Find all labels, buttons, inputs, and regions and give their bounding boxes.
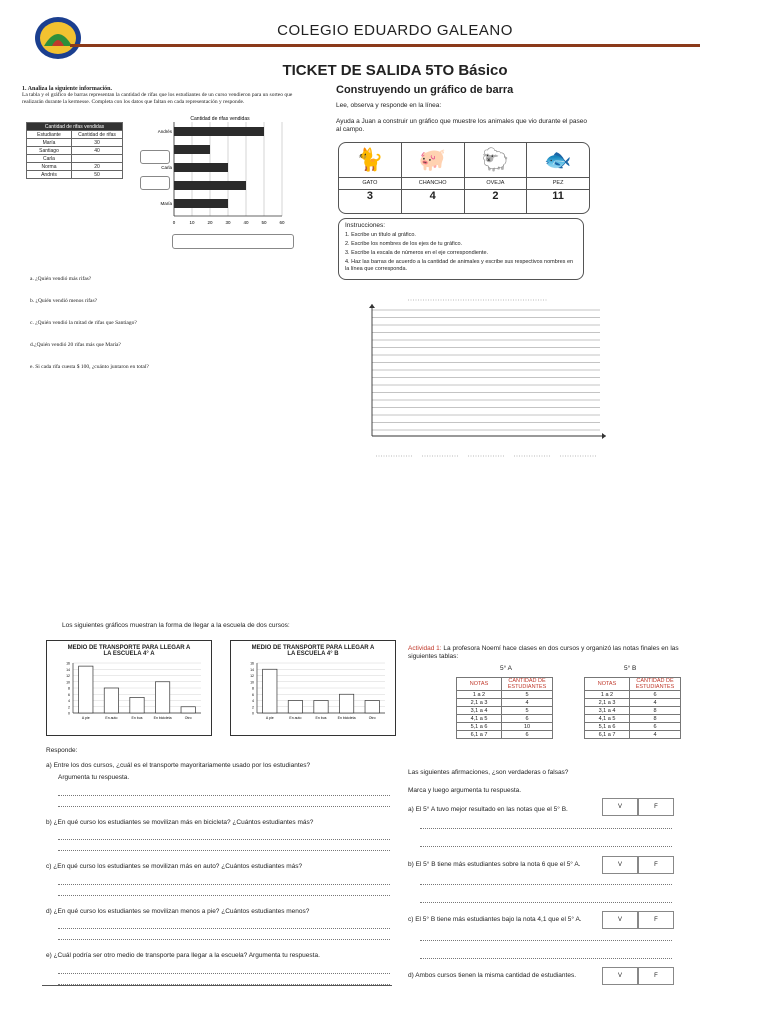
animal-name: OVEJA	[465, 177, 527, 187]
animal-name: PEZ	[527, 177, 589, 187]
true-option[interactable]: V	[602, 856, 638, 874]
animal-cell	[402, 143, 465, 213]
false-option[interactable]: F	[638, 856, 674, 874]
answer-line[interactable]	[420, 828, 672, 829]
bar	[181, 707, 195, 713]
answer-line[interactable]	[58, 839, 390, 840]
question: a. ¿Quién vendió más rifas?	[30, 276, 92, 282]
barra-title: Construyendo un gráfico de barra	[336, 84, 514, 96]
statement: a) El 5° A tuvo mejor resultado en las notas que el 5° B.	[408, 806, 568, 813]
animal-panel	[338, 142, 590, 214]
false-option[interactable]: F	[638, 967, 674, 985]
table-row: 2,1 a 3 4	[585, 699, 681, 707]
table-row: María 30	[27, 139, 123, 147]
category-label: Carla	[161, 165, 172, 170]
table-row: 2,1 a 3 4	[457, 699, 553, 707]
bar	[174, 199, 228, 208]
course-b-label: 5° B	[624, 665, 637, 672]
course-a-label: 5° A	[500, 665, 512, 672]
bar	[174, 163, 228, 172]
rifas-intro: La tabla y el gráfico de barras representan la cantidad de rifas que los estudiantes de un curso vendieron para un sorteo que realizarán durante la kermesse. Completa con los datos que faltan en cada representación y responde.	[22, 92, 293, 106]
true-option[interactable]: V	[602, 911, 638, 929]
chart-title: Cantidad de rifas vendidas	[190, 116, 250, 122]
rifas-heading: 1. Analiza la siguiente información.	[22, 86, 112, 92]
category-label: En bus	[131, 716, 143, 720]
tick-label: 10	[66, 680, 70, 685]
rifas-questions	[30, 276, 149, 386]
arrow-up-icon	[369, 304, 375, 308]
question: e. Si cada rifa cuesta $ 100, ¿cuánto juntaron en total?	[30, 364, 149, 370]
header-rule	[70, 44, 700, 47]
table-row: 1 a 2 5	[457, 691, 553, 699]
rifas-bar-chart	[150, 112, 290, 236]
answer-line[interactable]	[58, 895, 390, 896]
statement: d) Ambos cursos tienen la misma cantidad de estudiantes.	[408, 972, 577, 979]
animal-name: GATO	[339, 177, 401, 187]
animal-cell	[465, 143, 528, 213]
animal-count: 4	[402, 189, 464, 202]
answer-line[interactable]	[420, 884, 672, 885]
chart-b-title: MEDIO DE TRANSPORTE PARA LLEGAR A LA ESCUELA 4° B	[251, 645, 375, 657]
table-row: Santiago 40	[27, 147, 123, 155]
question: d) ¿En qué curso los estudiantes se movilizan menos a pie? ¿Cuántos estudiantes menos?	[46, 907, 310, 915]
animal-cell	[339, 143, 402, 213]
category-label: Otro	[184, 716, 192, 720]
barra-prompt: Ayuda a Juan a construir un gráfico que muestre los animales que vio durante el paseo al campo.	[336, 118, 588, 134]
animal-count: 11	[527, 189, 589, 202]
statement: b) El 5° B tiene más estudiantes sobre la nota 6 que el 5° A.	[408, 861, 581, 868]
vf-instruction: Marca y luego argumenta tu respuesta.	[408, 787, 522, 794]
responde-label: Responde:	[46, 747, 78, 754]
chart-a-title: MEDIO DE TRANSPORTE PARA LLEGAR A LA ESCUELA 4° A	[67, 645, 191, 657]
instruction: 1. Escribe un título al gráfico.	[345, 232, 416, 239]
animal-name: CHANCHO	[402, 177, 464, 187]
answer-line[interactable]	[58, 884, 390, 885]
bar	[365, 701, 379, 714]
animal-count: 3	[339, 189, 401, 202]
table-row: 6,1 a 7 6	[457, 731, 553, 739]
animal-cell	[527, 143, 589, 213]
tick-label: 50	[261, 220, 267, 225]
tick-label: 12	[250, 674, 254, 678]
tick-label: 8	[68, 686, 70, 691]
table-row: 3,1 a 4 8	[585, 707, 681, 715]
instruction: 3. Escribe la escala de números en el eje correspondiente.	[345, 250, 489, 257]
answer-line[interactable]	[58, 806, 390, 807]
transporte-intro: Los siguientes gráficos muestran la forma de llegar a la escuela de dos cursos:	[62, 622, 290, 629]
tick-label: 0	[252, 711, 254, 716]
bar	[314, 701, 328, 714]
bar	[79, 666, 93, 713]
false-option[interactable]: F	[638, 911, 674, 929]
answer-line[interactable]	[420, 846, 672, 847]
blank-graph-grid[interactable]	[348, 294, 612, 460]
actividad-body: La profesora Noemí hace clases en dos cursos y organizó las notas finales en las siguientes tablas:	[408, 645, 679, 661]
tick-label: 16	[250, 661, 254, 666]
table-row: Norma 20	[27, 163, 123, 171]
question: c) ¿En qué curso los estudiantes se movilizan más en auto? ¿Cuántos estudiantes más?	[46, 863, 303, 871]
table-row: Carla	[27, 155, 123, 163]
instruction: 2. Escribe los nombres de los ejes de tu gráfico.	[345, 241, 463, 248]
page-title: TICKET DE SALIDA 5TO Básico	[282, 62, 508, 79]
tick-label: 2	[68, 705, 70, 710]
category-label: En bicicleta	[337, 716, 356, 720]
true-option[interactable]: V	[602, 967, 638, 985]
school-name: COLEGIO EDUARDO GALEANO	[277, 22, 513, 39]
category-label: En auto	[105, 716, 118, 720]
tick-label: 4	[68, 699, 70, 703]
tick-label: 60	[279, 220, 285, 225]
tick-label: 10	[250, 680, 254, 685]
blank-title-box[interactable]	[172, 234, 294, 249]
category-label: Andrés	[157, 129, 172, 134]
table-row: 4,1 a 5 6	[457, 715, 553, 723]
question: c. ¿Quién vendió la mitad de rifas que Santiago?	[30, 320, 137, 326]
col-header: CANTIDAD DE ESTUDIANTES	[502, 678, 553, 691]
tick-label: 10	[189, 220, 195, 225]
school-logo	[34, 16, 82, 60]
vf-question: Las siguientes afirmaciones, ¿son verdaderas o falsas?	[408, 769, 569, 776]
tick-label: 4	[252, 699, 254, 703]
instructions-title: Instrucciones:	[345, 222, 386, 229]
answer-line[interactable]	[420, 958, 672, 959]
transport-chart-b-box	[230, 640, 396, 736]
col-header: Estudiante	[27, 131, 72, 139]
arrow-right-icon	[602, 433, 606, 439]
tick-label: 12	[66, 674, 70, 678]
answer-line[interactable]	[58, 850, 390, 851]
col-header: NOTAS	[585, 678, 630, 691]
table-row: Andrés 50	[27, 171, 123, 179]
bottom-rule	[42, 985, 392, 986]
barra-lead: Lee, observa y responde en la línea:	[336, 102, 442, 109]
table-row: 1 a 2 6	[585, 691, 681, 699]
answer-line[interactable]	[58, 795, 390, 796]
tick-label: 8	[252, 686, 254, 691]
bar	[174, 145, 210, 154]
question: e) ¿Cuál podría ser otro medio de transporte para llegar a la escuela? Argumenta tu respuesta.	[46, 952, 320, 960]
question: d.¿Quién vendió 20 rifas más que María?	[30, 342, 121, 348]
category-label: A pie	[81, 716, 90, 720]
actividad-label: Actividad 1:	[408, 645, 442, 652]
bar	[155, 682, 169, 713]
answer-line[interactable]	[58, 928, 390, 929]
table-row: 3,1 a 4 5	[457, 707, 553, 715]
table-row: 6,1 a 7 4	[585, 731, 681, 739]
instructions-box	[338, 218, 584, 280]
tick-label: 6	[252, 692, 254, 697]
category-label: Otro	[368, 716, 376, 720]
bar	[339, 694, 353, 713]
tick-label: 0	[172, 220, 176, 225]
rifas-table-title: Cantidad de rifas vendidas	[27, 123, 123, 131]
category-label: En bicicleta	[153, 716, 172, 720]
animal-count: 2	[465, 189, 527, 202]
question: a) Entre los dos cursos, ¿cuál es el transporte mayoritariamente usado por los estudiantes?	[46, 762, 311, 769]
bar	[288, 701, 302, 714]
tick-label: 16	[66, 661, 70, 666]
notas-table-a	[456, 677, 553, 739]
instruction: 4. Haz las barras de acuerdo a la cantidad de animales y escribe sus respectivos nombres en la línea que corresponda.	[345, 259, 574, 272]
tick-label: 14	[66, 667, 70, 672]
tick-label: 0	[68, 711, 70, 716]
answer-line[interactable]	[58, 939, 390, 940]
bar	[174, 127, 264, 136]
category-label: En bus	[315, 716, 327, 720]
answer-line[interactable]	[420, 902, 672, 903]
transport-chart-b	[231, 657, 395, 723]
answer-line[interactable]	[420, 940, 672, 941]
table-row: 5,1 a 6 10	[457, 723, 553, 731]
fish-icon: 🐟	[544, 147, 572, 172]
question: b. ¿Quién vendió menos rifas?	[30, 298, 98, 304]
bar	[174, 181, 246, 190]
true-option[interactable]: V	[602, 798, 638, 816]
bar	[263, 669, 277, 713]
question: b) ¿En qué curso los estudiantes se movilizan más en bicicleta? ¿Cuántos estudiantes más?	[46, 818, 314, 826]
bar	[104, 688, 118, 713]
tick-label: 30	[225, 220, 231, 225]
tick-label: 2	[252, 705, 254, 710]
cat-icon: 🐈	[356, 147, 384, 172]
actividad-text	[408, 645, 696, 662]
transport-chart-a-box	[46, 640, 212, 736]
col-header: Cantidad de rifas	[72, 131, 123, 139]
bar	[130, 697, 144, 713]
pig-icon: 🐖	[418, 147, 447, 172]
transport-chart-a	[47, 657, 211, 723]
tick-label: 40	[243, 220, 249, 225]
category-label: María	[160, 201, 172, 206]
argumenta-label: Argumenta tu respuesta.	[58, 774, 130, 782]
tick-label: 6	[68, 692, 70, 697]
statement: c) El 5° B tiene más estudiantes bajo la nota 4,1 que el 5° A.	[408, 916, 582, 923]
sheep-icon: 🐑	[481, 147, 510, 172]
false-option[interactable]: F	[638, 798, 674, 816]
col-header: CANTIDAD DE ESTUDIANTES	[630, 678, 681, 691]
table-row: 5,1 a 6 6	[585, 723, 681, 731]
answer-line[interactable]	[58, 973, 390, 974]
notas-table-b	[584, 677, 681, 739]
col-header: NOTAS	[457, 678, 502, 691]
rifas-table	[26, 122, 123, 179]
tick-label: 20	[207, 220, 213, 225]
category-label: A pie	[265, 716, 274, 720]
table-row: 4,1 a 5 8	[585, 715, 681, 723]
transport-questions	[46, 762, 390, 985]
tick-label: 14	[250, 667, 254, 672]
category-label: En auto	[289, 716, 302, 720]
